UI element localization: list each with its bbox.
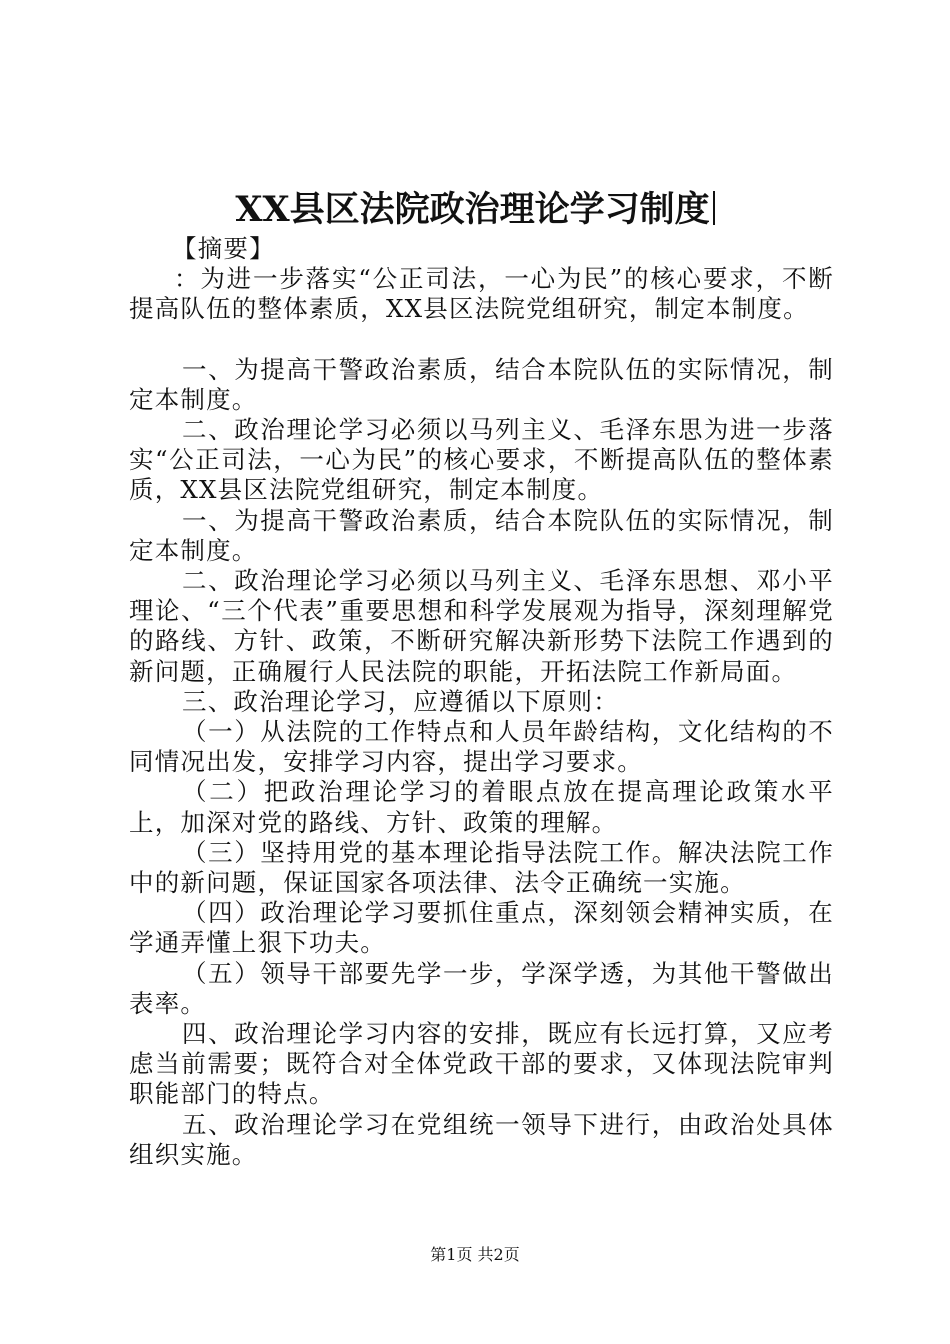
document-title-text: XX县区法院政治理论学习制度: [235, 189, 710, 230]
paragraph-9: （四）政治理论学习要抓住重点，深刻领会精神实质，在学通弄懂上狠下功夫。: [129, 898, 834, 958]
document-body: [129, 234, 834, 1170]
paragraph-1: 一、为提高干警政治素质，结合本院队伍的实际情况，制定本制度。: [129, 354, 834, 414]
paragraph-7: （二）把政治理论学习的着眼点放在提高理论政策水平上，加深对党的路线、方针、政策的理解。: [129, 777, 834, 837]
paragraph-6: （一）从法院的工作特点和人员年龄结构，文化结构的不同情况出发，安排学习内容，提出学习要求。: [129, 717, 834, 777]
abstract-label: 【摘要】: [172, 234, 275, 263]
text-cursor: [713, 191, 715, 225]
paragraph-2: 二、政治理论学习必须以马列主义、毛泽东思为进一步落实“公正司法，一心为民”的核心要求，不断提高队伍的整体素质，XX县区法院党组研究，制定本制度。: [129, 415, 834, 505]
paragraph-5: 三、政治理论学习，应遵循以下原则：: [182, 686, 619, 716]
abstract-text: ：为进一步落实“公正司法，一心为民”的核心要求，不断提高队伍的整体素质，XX县区法院党组研究，制定本制度。: [129, 264, 834, 324]
document-title: [0, 186, 950, 234]
paragraph-8: （三）坚持用党的基本理论指导法院工作。解决法院工作中的新问题，保证国家各项法律、法令正确统一实施。: [129, 837, 834, 898]
page-footer: 第1页 共2页: [430, 1245, 520, 1264]
paragraph-3: 一、为提高干警政治素质，结合本院队伍的实际情况，制定本制度。: [129, 505, 834, 565]
paragraph-12: 五、政治理论学习在党组统一领导下进行，由政治处具体组织实施。: [129, 1109, 834, 1169]
paragraph-11: 四、政治理论学习内容的安排，既应有长远打算，又应考虑当前需要；既符合对全体党政干部的要求，又体现法院审判职能部门的特点。: [129, 1019, 834, 1109]
paragraph-4: 二、政治理论学习必须以马列主义、毛泽东思想、邓小平理论、“三个代表”重要思想和科学发展观为指导，深刻理解党的路线、方针、政策，不断研究解决新形势下法院工作遇到的新问题，正确履行人民法院的职能，开拓法院工作新局面。: [129, 566, 834, 686]
blank-line: [129, 325, 834, 355]
paragraph-10: （五）领导干部要先学一步，学深学透，为其他干警做出表率。: [129, 958, 834, 1018]
